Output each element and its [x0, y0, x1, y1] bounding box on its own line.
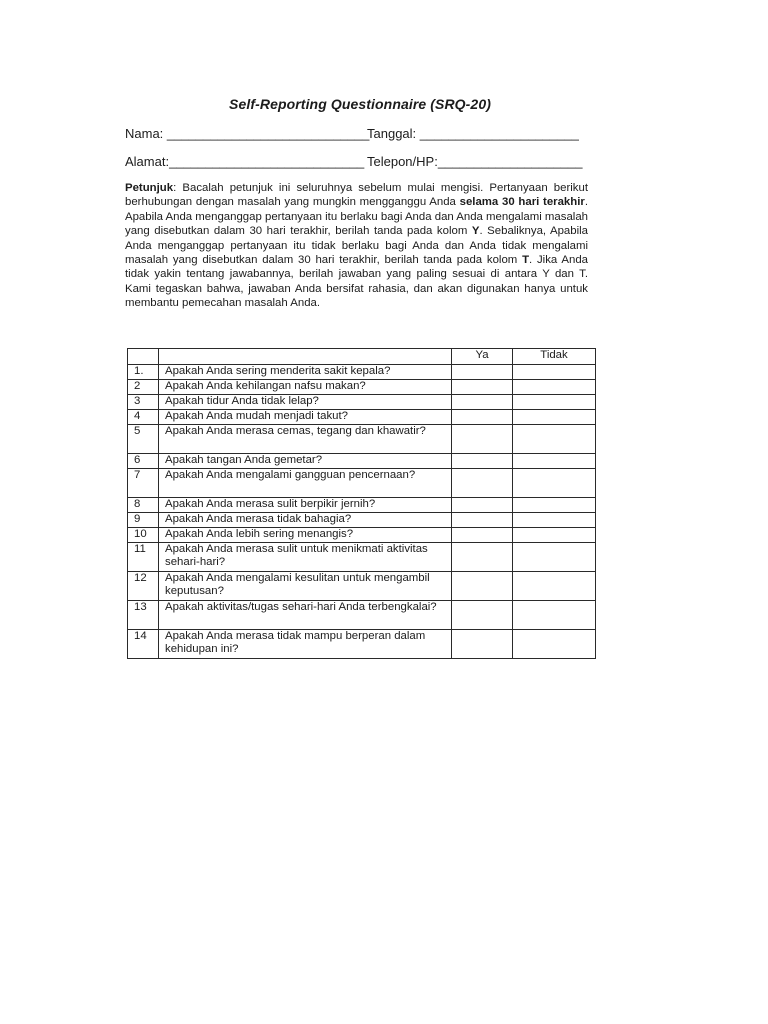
instructions-label: Petunjuk	[125, 182, 174, 194]
question-number: 8	[128, 498, 159, 513]
question-number: 6	[128, 454, 159, 469]
answer-tidak-cell[interactable]	[513, 513, 596, 528]
answer-ya-cell[interactable]	[452, 630, 513, 659]
question-text: Apakah Anda mengalami gangguan pencernaan?	[159, 469, 452, 498]
answer-ya-cell[interactable]	[452, 425, 513, 454]
answer-ya-cell[interactable]	[452, 513, 513, 528]
instructions-text-3: . Sebaliknya, Apabila Anda menganggap pertanyaan itu tidak berlaku bagi Anda dan Anda tidak mengalami masalah yang disebutkan dalam 30 hari terakhir, berilah tanda pada kolom	[125, 225, 588, 267]
question-number: 7	[128, 469, 159, 498]
telepon-field[interactable]: Telepon/HP:____________________	[367, 154, 583, 169]
field-row-alamat-telepon	[125, 154, 595, 169]
answer-ya-cell[interactable]	[452, 395, 513, 410]
question-number: 10	[128, 528, 159, 543]
table-row	[128, 630, 596, 659]
table-row	[128, 528, 596, 543]
table-row	[128, 365, 596, 380]
question-text: Apakah Anda merasa sulit untuk menikmati aktivitas sehari-hari?	[159, 543, 452, 572]
answer-tidak-cell[interactable]	[513, 410, 596, 425]
answer-ya-cell[interactable]	[452, 528, 513, 543]
answer-ya-cell[interactable]	[452, 380, 513, 395]
question-text: Apakah tangan Anda gemetar?	[159, 454, 452, 469]
question-number: 11	[128, 543, 159, 572]
answer-tidak-cell[interactable]	[513, 528, 596, 543]
question-number: 5	[128, 425, 159, 454]
table-row	[128, 601, 596, 630]
answer-tidak-cell[interactable]	[513, 365, 596, 380]
answer-tidak-cell[interactable]	[513, 601, 596, 630]
document-title: Self-Reporting Questionnaire (SRQ-20)	[229, 96, 491, 112]
question-text: Apakah aktivitas/tugas sehari-hari Anda terbengkalai?	[159, 601, 452, 630]
instructions-y: Y	[471, 225, 480, 238]
question-number: 2	[128, 380, 159, 395]
question-text: Apakah Anda kehilangan nafsu makan?	[159, 380, 452, 395]
answer-tidak-cell[interactable]	[513, 543, 596, 572]
question-text: Apakah Anda mudah menjadi takut?	[159, 410, 452, 425]
question-text: Apakah Anda merasa sulit berpikir jernih?	[159, 498, 452, 513]
instructions-text-4: . Jika Anda tidak yakin tentang jawabannya, berilah jawaban yang paling sesuai di antara Y dan T. Kami tegaskan bahwa, jawaban Anda bersifat rahasia, dan akan digunakan hanya untuk membantu pemecahan masalah Anda.	[125, 254, 588, 310]
header-number	[128, 349, 159, 365]
answer-ya-cell[interactable]	[452, 572, 513, 601]
question-text: Apakah Anda mengalami kesulitan untuk mengambil keputusan?	[159, 572, 452, 601]
question-number: 12	[128, 572, 159, 601]
question-number: 9	[128, 513, 159, 528]
question-text: Apakah Anda merasa cemas, tegang dan khawatir?	[159, 425, 452, 454]
nama-field[interactable]: Nama: ____________________________	[125, 126, 370, 141]
answer-ya-cell[interactable]	[452, 454, 513, 469]
table-header-row	[128, 349, 596, 365]
answer-ya-cell[interactable]	[452, 543, 513, 572]
answer-tidak-cell[interactable]	[513, 498, 596, 513]
table-row	[128, 572, 596, 601]
question-number: 14	[128, 630, 159, 659]
answer-tidak-cell[interactable]	[513, 572, 596, 601]
table-row	[128, 410, 596, 425]
questionnaire-table	[127, 348, 596, 659]
question-text: Apakah Anda lebih sering menangis?	[159, 528, 452, 543]
table-row	[128, 513, 596, 528]
question-text: Apakah Anda merasa tidak mampu berperan dalam kehidupan ini?	[159, 630, 452, 659]
table-row	[128, 380, 596, 395]
answer-tidak-cell[interactable]	[513, 395, 596, 410]
question-number: 1.	[128, 365, 159, 380]
alamat-field[interactable]: Alamat:___________________________	[125, 154, 365, 169]
table-row	[128, 498, 596, 513]
answer-tidak-cell[interactable]	[513, 630, 596, 659]
answer-ya-cell[interactable]	[452, 601, 513, 630]
table-row	[128, 543, 596, 572]
answer-ya-cell[interactable]	[452, 498, 513, 513]
answer-tidak-cell[interactable]	[513, 425, 596, 454]
tanggal-field[interactable]: Tanggal: ______________________	[367, 126, 579, 141]
question-number: 4	[128, 410, 159, 425]
question-text: Apakah Anda sering menderita sakit kepala?	[159, 365, 452, 380]
field-row-nama-tanggal	[125, 126, 595, 141]
table-row	[128, 395, 596, 410]
header-ya: Ya	[452, 349, 513, 365]
question-number: 3	[128, 395, 159, 410]
answer-ya-cell[interactable]	[452, 410, 513, 425]
table-row	[128, 469, 596, 498]
instructions-text-1: : Bacalah petunjuk ini seluruhnya sebelum mulai mengisi. Pertanyaan berikut berhubungan dengan masalah yang mungkin mengganggu Anda	[125, 182, 588, 209]
question-number: 13	[128, 601, 159, 630]
instructions-emphasis: selama 30 hari terakhir	[459, 196, 585, 209]
table-row	[128, 454, 596, 469]
answer-ya-cell[interactable]	[452, 365, 513, 380]
question-text: Apakah tidur Anda tidak lelap?	[159, 395, 452, 410]
answer-tidak-cell[interactable]	[513, 454, 596, 469]
answer-tidak-cell[interactable]	[513, 469, 596, 498]
question-text: Apakah Anda merasa tidak bahagia?	[159, 513, 452, 528]
table-row	[128, 425, 596, 454]
header-question	[159, 349, 452, 365]
header-tidak: Tidak	[513, 349, 596, 365]
answer-ya-cell[interactable]	[452, 469, 513, 498]
instructions-text-2: . Apabila Anda menganggap pertanyaan itu berlaku bagi Anda dan Anda mengalami masalah yang disebutkan dalam 30 hari terakhir, berilah tanda pada kolom	[125, 196, 588, 238]
instructions-t: T	[522, 254, 530, 267]
instructions-paragraph	[125, 181, 588, 311]
answer-tidak-cell[interactable]	[513, 380, 596, 395]
